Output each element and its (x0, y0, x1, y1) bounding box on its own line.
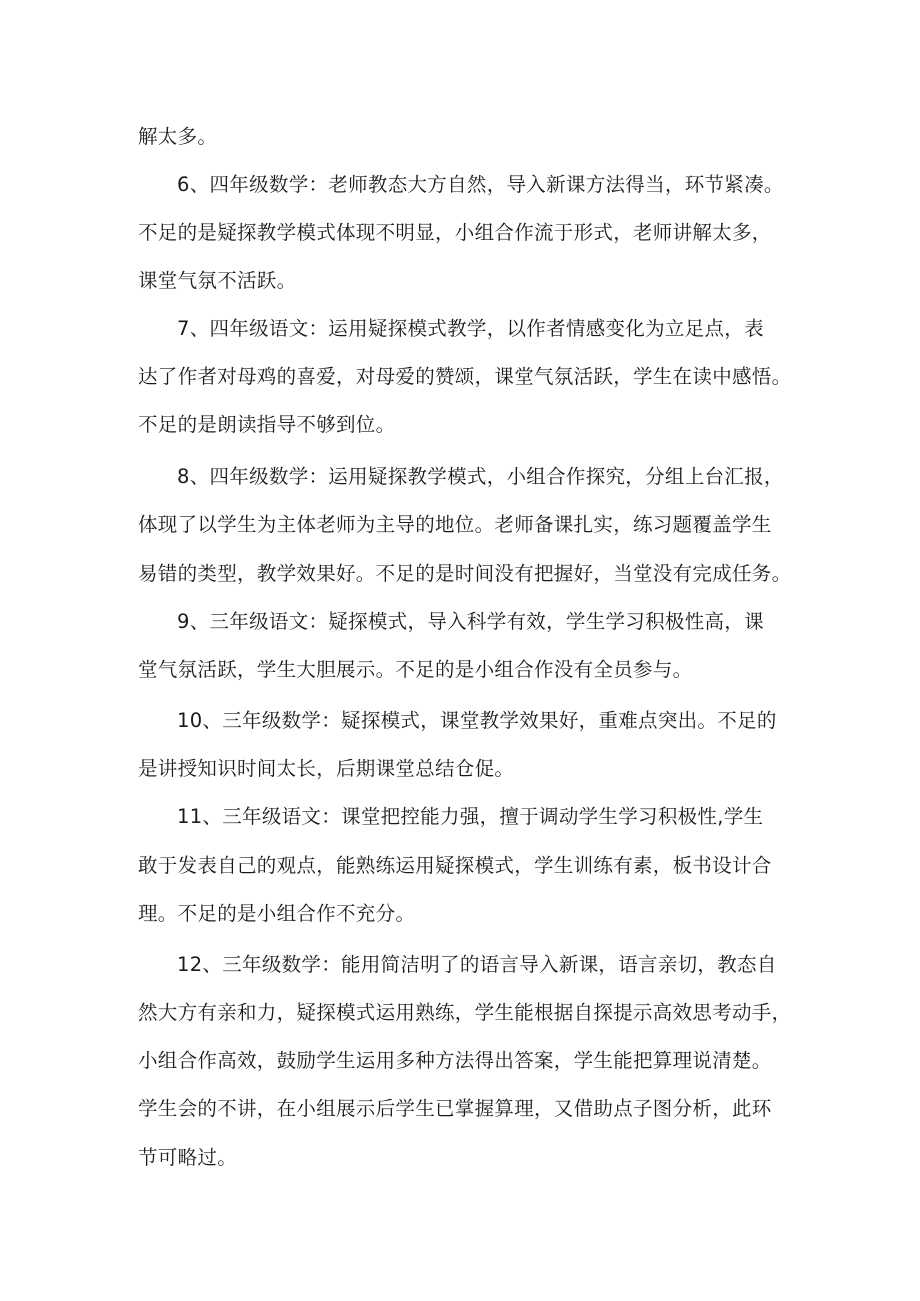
paragraph-6-line-3: 课堂气氛不活跃。 (138, 269, 297, 292)
paragraph-12-line-3: 小组合作高效，鼓励学生运用多种方法得出答案，学生能把算理说清楚。 (138, 1049, 772, 1072)
intro-line: 解太多。 (138, 125, 218, 148)
paragraph-10-line-2: 是讲授知识时间太长，后期课堂总结仓促。 (138, 757, 515, 780)
paragraph-7-line-2: 达了作者对母鸡的喜爱，对母爱的赞颂，课堂气氛活跃，学生在读中感悟。 (138, 365, 792, 388)
paragraph-7-line-1: 7、四年级语文：运用疑探模式教学，以作者情感变化为立足点，表 (177, 317, 764, 340)
paragraph-12-line-4: 学生会的不讲，在小组展示后学生已掌握算理，又借助点子图分析，此环 (138, 1097, 772, 1120)
paragraph-9-line-1: 9、三年级语文：疑探模式，导入科学有效，学生学习积极性高，课 (177, 610, 764, 633)
paragraph-11-line-1: 11、三年级语文：课堂把控能力强，擅于调动学生学习积极性,学生 (177, 805, 764, 828)
paragraph-8-line-2: 体现了以学生为主体老师为主导的地位。老师备课扎实，练习题覆盖学生 (138, 513, 772, 536)
paragraph-7-line-3: 不足的是朗读指导不够到位。 (138, 413, 396, 436)
paragraph-8-line-1: 8、四年级数学：运用疑探教学模式，小组合作探究，分组上台汇报， (177, 465, 784, 488)
paragraph-12-line-1: 12、三年级数学：能用简洁明了的语言导入新课，语言亲切，教态自 (177, 953, 777, 976)
paragraph-8-line-3: 易错的类型，教学效果好。不足的是时间没有把握好，当堂没有完成任务。 (138, 562, 792, 585)
paragraph-6-line-1: 6、四年级数学：老师教态大方自然，导入新课方法得当，环节紧凑。 (177, 173, 784, 196)
paragraph-9-line-2: 堂气氛活跃，学生大胆展示。不足的是小组合作没有全员参与。 (138, 658, 693, 681)
paragraph-12-line-5: 节可略过。 (138, 1146, 238, 1169)
paragraph-12-line-2: 然大方有亲和力，疑探模式运用熟练，学生能根据自探提示高效思考动手， (138, 1001, 792, 1024)
paragraph-10-line-1: 10、三年级数学：疑探模式，课堂教学效果好，重难点突出。不足的 (177, 709, 777, 732)
paragraph-6-line-2: 不足的是疑探教学模式体现不明显，小组合作流于形式，老师讲解太多， (138, 221, 772, 244)
paragraph-11-line-2: 敢于发表自己的观点，能熟练运用疑探模式，学生训练有素，板书设计合 (138, 854, 772, 877)
paragraph-11-line-3: 理。不足的是小组合作不充分。 (138, 902, 416, 925)
